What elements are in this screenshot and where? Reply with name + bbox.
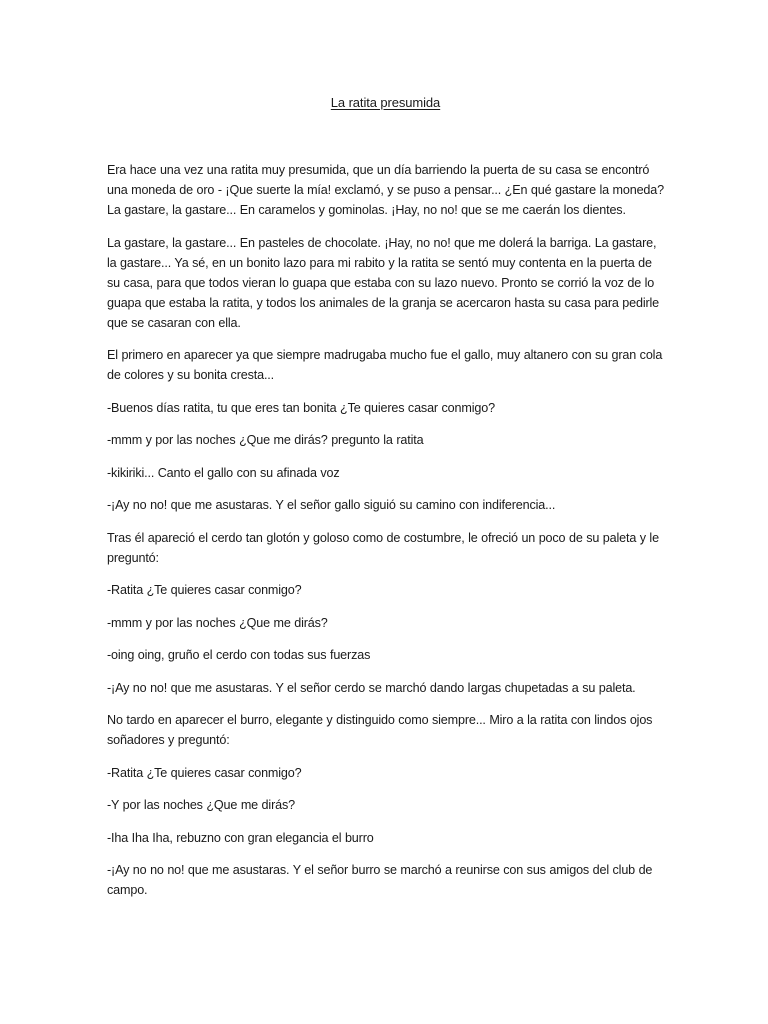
paragraph-14: -Ratita ¿Te quieres casar conmigo? [107,765,302,780]
paragraph-3: El primero en aparecer ya que siempre madrugaba mucho fue el gallo, muy altanero con su gran cola de colores y su bonita cresta... [107,348,663,382]
paragraph-7: -¡Ay no no! que me asustaras. Y el señor gallo siguió su camino con indiferencia... [107,498,556,512]
paragraph-13: No tardo en aparecer el burro, elegante y distinguido como siempre... Miro a la ratita con lindos ojos soñadores y preguntó: [107,713,653,747]
paragraph-4: -Buenos días ratita, tu que eres tan bonita ¿Te quieres casar conmigo? [107,400,495,415]
paragraph-15: -Y por las noches ¿Que me dirás? [107,798,295,812]
paragraph-2: La gastare, la gastare... En pasteles de chocolate. ¡Hay, no no! que me dolerá la barriga. La gastare, la gastare... Ya sé, en un bonito lazo para mi rabito y la ratita se sentó muy contenta en la puerta de su casa, para que todos vieran lo guapa que estaba con su lazo nuevo. Pronto se corrió la voz de lo guapa que estaba la ratita, y todos los animales de la granja se acercaron hasta su casa para pedirle que se casaran con ella. [107,235,660,330]
paragraph-11: -oing oing, gruño el cerdo con todas sus fuerzas [107,648,371,662]
paragraph-6: -kikiriki... Canto el gallo con su afinada voz [107,465,340,480]
paragraph-9: -Ratita ¿Te quieres casar conmigo? [107,583,302,597]
paragraph-12: -¡Ay no no! que me asustaras. Y el señor cerdo se marchó dando largas chupetadas a su paleta. [107,680,636,695]
paragraph-16: -Iha Iha Iha, rebuzno con gran elegancia el burro [107,830,374,845]
paragraph-17: -¡Ay no no no! que me asustaras. Y el señor burro se marchó a reunirse con sus amigos del club de campo. [107,863,653,897]
paragraph-10: -mmm y por las noches ¿Que me dirás? [107,615,328,630]
paragraph-1: Era hace una vez una ratita muy presumida, que un día barriendo la puerta de su casa se encontró una moneda de oro - ¡Que suerte la mía! exclamó, y se puso a pensar... ¿En qué gastare la moneda? La gastare, la gastare... En caramelos y gominolas. ¡Hay, no no! que se me caerán los dientes. [107,163,664,217]
paragraph-5: -mmm y por las noches ¿Que me dirás? pregunto la ratita [107,433,424,447]
document-title: La ratita presumida [330,95,441,110]
paragraph-8: Tras él apareció el cerdo tan glotón y goloso como de costumbre, le ofreció un poco de su paleta y le preguntó: [107,530,659,565]
